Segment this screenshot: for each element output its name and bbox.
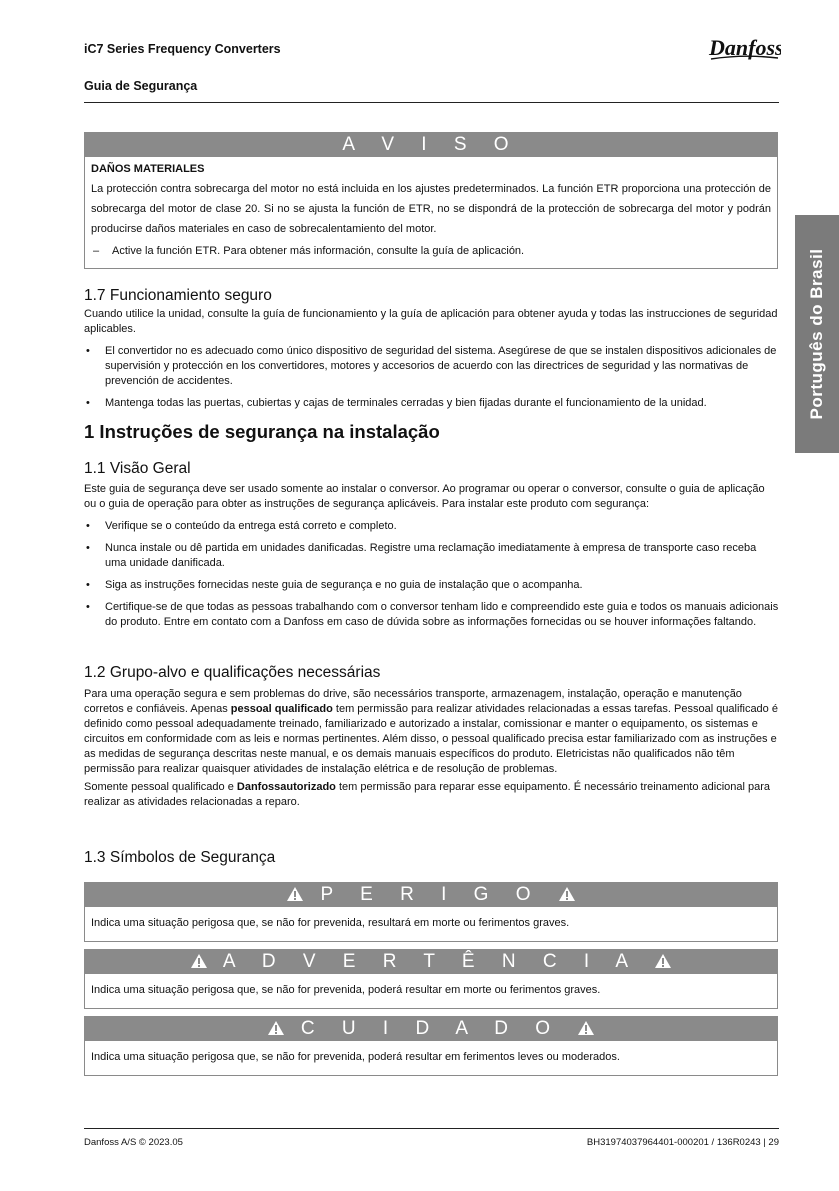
warning-label-bar <box>85 950 777 974</box>
footer-copyright: Danfoss A/S © 2023.05 <box>84 1137 183 1148</box>
list-item: • Mantenga todas las puertas, cubiertas y cajas de terminales cerradas y bien fijadas durante el funcionamiento de la unidad. <box>84 396 779 411</box>
footer-divider <box>84 1128 779 1129</box>
list-item: • Nunca instale ou dê partida em unidades danificadas. Registre uma reclamação imediatamente à empresa de transporte caso receba uma unidade danificada. <box>84 541 779 571</box>
language-side-tab <box>795 215 839 453</box>
list-item: • Siga as instruções fornecidas neste guia de segurança e no guia de instalação que o acompanha. <box>84 578 779 593</box>
notice-item: – Active la función ETR. Para obtener más información, consulte la guía de aplicación. <box>91 241 771 261</box>
caution-text: Indica uma situação perigosa que, se não for prevenida, poderá resultar em ferimentos leves ou moderados. <box>91 1051 620 1063</box>
section-1-1 <box>84 460 779 630</box>
language-side-tab-label: Português do Brasil <box>807 248 826 420</box>
notice-label: A V I S O <box>85 133 777 157</box>
section-1-7 <box>84 287 779 411</box>
warning-box <box>84 949 778 1009</box>
section-1-3-heading: 1.3 Símbolos de Segurança <box>84 849 276 866</box>
danger-box <box>84 882 778 942</box>
list-item: • Certifique-se de que todas as pessoas trabalhando com o conversor tenham lido e compreendido este guia e todos os manuais adicionais do produto. Entre em contato com a Danfoss em caso de dúvida sobre as informações fornecidas ou se houver informações faltando. <box>84 600 779 630</box>
warning-triangle-icon <box>267 1020 285 1036</box>
footer-document-id: BH31974037964401-000201 / 136R0243 | 29 <box>586 1137 779 1148</box>
list-item: • Verifique se o conteúdo da entrega está correto e completo. <box>84 519 779 534</box>
warning-triangle-icon <box>286 886 304 902</box>
notice-heading: DAÑOS MATERIALES <box>91 163 205 175</box>
chapter-1-heading: 1 Instruções de segurança na instalação <box>84 421 440 442</box>
warning-triangle-icon <box>577 1020 595 1036</box>
section-1-2-heading: 1.2 Grupo-alvo e qualificações necessárias <box>84 664 381 681</box>
section-1-7-intro: Cuando utilice la unidad, consulte la guía de funcionamiento y la guía de aplicación para obtener ayuda y todas las instrucciones de seguridad aplicables. <box>84 308 778 335</box>
warning-triangle-icon <box>654 953 672 969</box>
caution-label-bar <box>85 1017 777 1041</box>
header-divider <box>84 102 779 103</box>
warning-triangle-icon <box>190 953 208 969</box>
warning-label: A D V E R T Ê N C I A <box>222 951 639 972</box>
warning-text: Indica uma situação perigosa que, se não for prevenida, poderá resultar em morte ou ferimentos graves. <box>91 984 601 996</box>
notice-text: La protección contra sobrecarga del motor no está incluida en los ajustes predeterminados. La función ETR proporciona una protección de sobrecarga del motor de clase 20. Si no se ajusta la función de ETR, no se dispondrá de la protección de sobrecarga del motor y podrán producirse daños materiales en caso de sobrecalentamiento del motor. <box>91 183 771 235</box>
section-1-2-paragraph-2: Somente pessoal qualificado e Danfossautorizado tem permissão para reparar esse equipamento. É necessário treinamento adicional para realizar as atividades relacionadas a reparo. <box>84 781 771 808</box>
section-1-1-heading: 1.1 Visão Geral <box>84 460 191 477</box>
danger-label: P E R I G O <box>320 884 542 905</box>
svg-text:Danfoss: Danfoss <box>709 35 781 60</box>
caution-label: C U I D A D O <box>300 1018 562 1039</box>
section-1-3 <box>84 849 779 867</box>
document-subtitle: Guia de Segurança <box>84 79 198 93</box>
danger-label-bar <box>85 883 777 907</box>
document-title: iC7 Series Frequency Converters <box>84 42 281 56</box>
section-1-2 <box>84 664 779 810</box>
section-1-2-paragraph-1: Para uma operação segura e sem problemas do drive, são necessários transporte, armazenagem, instalação, operação e manutenção corretos e confiáveis. Apenas pessoal qualificado tem permissão para realizar atividades relacionadas a essas tarefas. Pessoal qualificado é definido como pessoal adequadamente treinado, familiarizado e autorizado a instalar, comissionar e manter o equipamento, os sistemas e circuitos em conformidade com as leis e normas pertinentes. Além disso, o pessoal qualificado precisa estar familiarizado com as instruções e as medidas de segurança descritas neste manual, e os demais manuais específicos do produto. Eletricistas não qualificados não têm permissão para realizar quaisquer atividades de instalação elétrica e de resolução de problemas. <box>84 688 778 775</box>
danfoss-logo <box>707 30 781 69</box>
danger-text: Indica uma situação perigosa que, se não for prevenida, resultará em morte ou ferimentos graves. <box>91 917 570 929</box>
notice-box <box>84 132 778 269</box>
section-1-7-heading: 1.7 Funcionamiento seguro <box>84 287 272 304</box>
list-item: • El convertidor no es adecuado como único dispositivo de seguridad del sistema. Asegúrese de que se instalen dispositivos adicionales de supervisión y protección en los convertidores, motores y accesorios de acuerdo con las directrices de seguridad y las normativas de prevención de accidentes. <box>84 344 779 389</box>
caution-box <box>84 1016 778 1076</box>
chapter-1 <box>84 421 779 443</box>
section-1-1-intro: Este guia de segurança deve ser usado somente ao instalar o conversor. Ao programar ou operar o conversor, consulte o guia de aplicação ou o guia de operação para obter as instruções de segurança aplicáveis. Para instalar este produto com segurança: <box>84 483 765 510</box>
warning-triangle-icon <box>558 886 576 902</box>
